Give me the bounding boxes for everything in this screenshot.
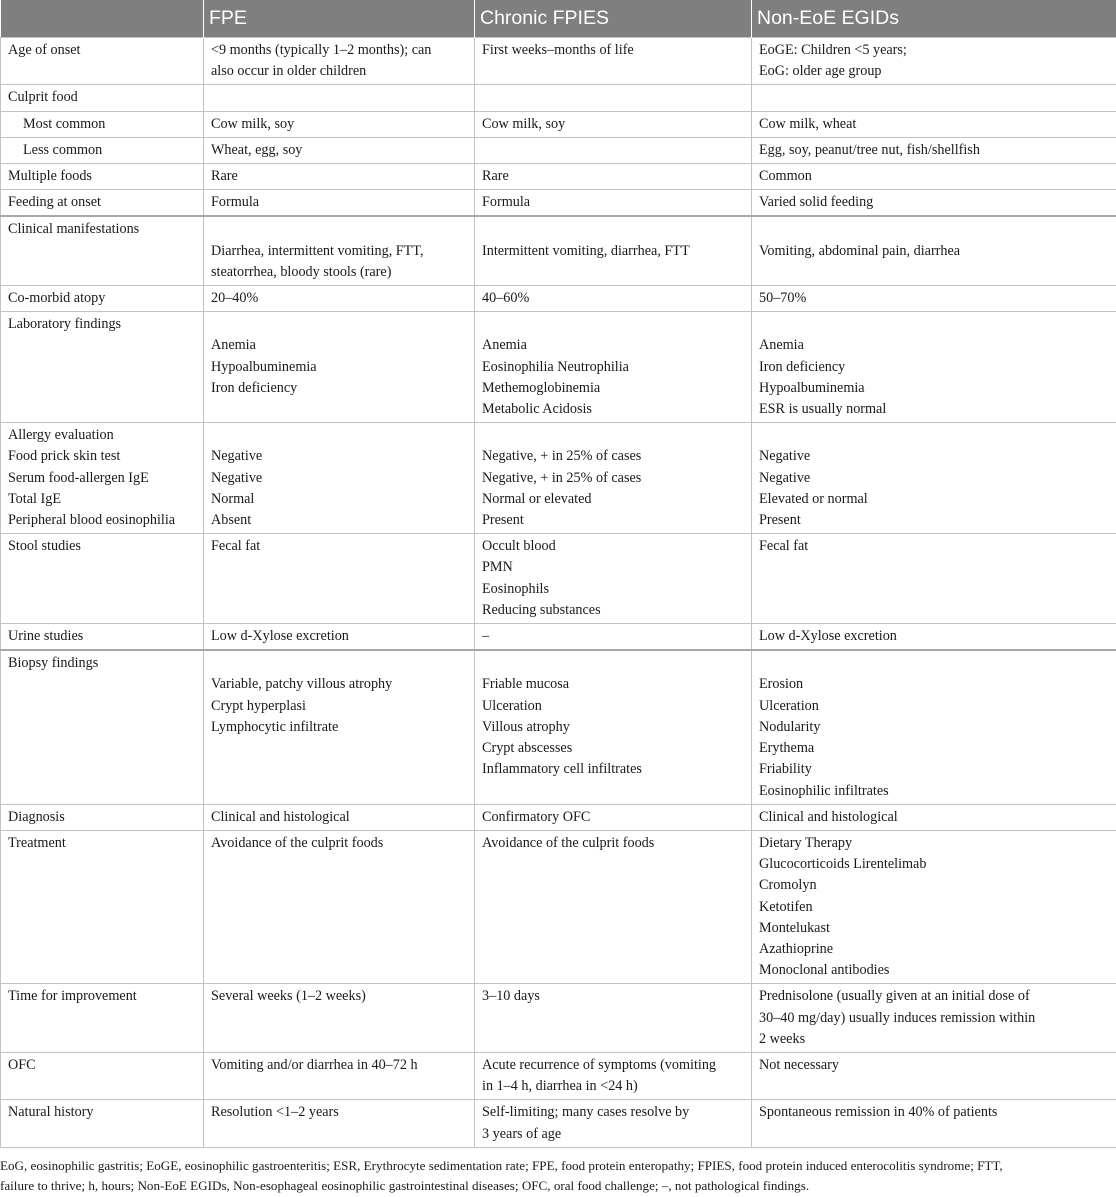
cell-text-line: Multiple foods <box>8 166 197 187</box>
chronic-fpies-cell <box>475 85 752 111</box>
fpe-cell <box>204 216 475 285</box>
chronic-fpies-cell <box>475 804 752 830</box>
cell-text-line: Stool studies <box>8 536 197 557</box>
table-row <box>1 286 1116 312</box>
cell-text-line: Friable mucosa <box>482 674 745 695</box>
table-row <box>1 38 1116 85</box>
cell-text-line: Food prick skin test <box>8 446 197 467</box>
table-row <box>1 423 1116 534</box>
row-label-cell <box>1 1100 204 1147</box>
cell-text-line: Nodularity <box>759 717 1110 738</box>
table-row <box>1 984 1116 1053</box>
non-eoe-egids-cell <box>752 804 1116 830</box>
table-row <box>1 137 1116 163</box>
cell-text-line: ESR is usually normal <box>759 399 1110 420</box>
cell-text-line <box>482 140 745 161</box>
cell-text-line: Common <box>759 166 1110 187</box>
cell-text-line: Culprit food <box>8 87 197 108</box>
cell-text-line: Monoclonal antibodies <box>759 960 1110 981</box>
chronic-fpies-cell <box>475 111 752 137</box>
cell-text-line: Serum food-allergen IgE <box>8 468 197 489</box>
cell-text-line: Negative <box>211 468 468 489</box>
non-eoe-egids-cell <box>752 423 1116 534</box>
fpe-cell <box>204 312 475 423</box>
cell-text-line: 30–40 mg/day) usually induces remission within <box>759 1008 1110 1029</box>
cell-text-line: <9 months (typically 1–2 months); can <box>211 40 468 61</box>
cell-text-line: Not necessary <box>759 1055 1110 1076</box>
cell-text-line <box>211 87 468 108</box>
cell-text-line: Rare <box>482 166 745 187</box>
chronic-fpies-cell <box>475 830 752 983</box>
chronic-fpies-cell <box>475 984 752 1053</box>
cell-text-line: Negative <box>759 468 1110 489</box>
row-label-cell <box>1 624 204 651</box>
cell-text-line: Co-morbid atopy <box>8 288 197 309</box>
fpe-cell <box>204 804 475 830</box>
table-footnote <box>0 1148 1116 1197</box>
fpe-cell <box>204 286 475 312</box>
cell-text-line: Ulceration <box>482 696 745 717</box>
row-label-cell <box>1 984 204 1053</box>
cell-text-line <box>759 425 1110 446</box>
table-row <box>1 164 1116 190</box>
cell-text-line: Iron deficiency <box>211 378 468 399</box>
cell-text-line <box>482 425 745 446</box>
cell-text-line: Peripheral blood eosinophilia <box>8 510 197 531</box>
non-eoe-egids-cell <box>752 286 1116 312</box>
row-label-cell <box>1 164 204 190</box>
cell-text-line: Reducing substances <box>482 600 745 621</box>
cell-text-line: Cow milk, wheat <box>759 114 1110 135</box>
table-header <box>1 0 1116 38</box>
chronic-fpies-cell <box>475 216 752 285</box>
cell-text-line: Acute recurrence of symptoms (vomiting <box>482 1055 745 1076</box>
cell-text-line: Avoidance of the culprit foods <box>211 833 468 854</box>
cell-text-line <box>211 219 468 240</box>
cell-text-line: EoG: older age group <box>759 61 1110 82</box>
header-cell-fpe: FPE <box>204 0 475 38</box>
non-eoe-egids-cell <box>752 216 1116 285</box>
table-body <box>1 38 1116 1148</box>
cell-text-line: Time for improvement <box>8 986 197 1007</box>
fpe-cell <box>204 1052 475 1099</box>
cell-text-line: Varied solid feeding <box>759 192 1110 213</box>
non-eoe-egids-cell <box>752 830 1116 983</box>
table-row <box>1 830 1116 983</box>
fpe-cell <box>204 164 475 190</box>
cell-text-line: Ketotifen <box>759 897 1110 918</box>
chronic-fpies-cell <box>475 534 752 624</box>
cell-text-line: Diarrhea, intermittent vomiting, FTT, <box>211 241 468 262</box>
cell-text-line: PMN <box>482 557 745 578</box>
cell-text-line: Total IgE <box>8 489 197 510</box>
cell-text-line: Erosion <box>759 674 1110 695</box>
row-label-cell <box>1 190 204 217</box>
table-row <box>1 650 1116 804</box>
chronic-fpies-cell <box>475 1052 752 1099</box>
cell-text-line: Present <box>759 510 1110 531</box>
chronic-fpies-cell <box>475 650 752 804</box>
non-eoe-egids-cell <box>752 984 1116 1053</box>
cell-text-line <box>759 653 1110 674</box>
cell-text-line: Resolution <1–2 years <box>211 1102 468 1123</box>
cell-text-line: Feeding at onset <box>8 192 197 213</box>
chronic-fpies-cell <box>475 137 752 163</box>
cell-text-line: 50–70% <box>759 288 1110 309</box>
cell-text-line: Fecal fat <box>759 536 1110 557</box>
cell-text-line: Normal <box>211 489 468 510</box>
chronic-fpies-cell <box>475 190 752 217</box>
cell-text-line <box>482 87 745 108</box>
non-eoe-egids-cell <box>752 650 1116 804</box>
fpe-cell <box>204 137 475 163</box>
cell-text-line <box>482 219 745 240</box>
row-label-cell <box>1 650 204 804</box>
fpe-cell <box>204 111 475 137</box>
non-eoe-egids-cell <box>752 85 1116 111</box>
cell-text-line: Negative, + in 25% of cases <box>482 446 745 467</box>
cell-text-line: Clinical manifestations <box>8 219 197 240</box>
fpe-cell <box>204 830 475 983</box>
table-row <box>1 85 1116 111</box>
cell-text-line <box>482 314 745 335</box>
table-row <box>1 1100 1116 1147</box>
cell-text-line: 40–60% <box>482 288 745 309</box>
cell-text-line: Avoidance of the culprit foods <box>482 833 745 854</box>
cell-text-line: in 1–4 h, diarrhea in <24 h) <box>482 1076 745 1097</box>
cell-text-line: Cow milk, soy <box>482 114 745 135</box>
row-label-cell <box>1 137 204 163</box>
non-eoe-egids-cell <box>752 1052 1116 1099</box>
cell-text-line: Hypoalbuminemia <box>211 357 468 378</box>
row-label-cell <box>1 38 204 85</box>
non-eoe-egids-cell <box>752 111 1116 137</box>
cell-text-line: Clinical and histological <box>759 807 1110 828</box>
cell-text-line: Treatment <box>8 833 197 854</box>
cell-text-line: Dietary Therapy <box>759 833 1110 854</box>
chronic-fpies-cell <box>475 423 752 534</box>
cell-text-line: Anemia <box>482 335 745 356</box>
cell-text-line: 3–10 days <box>482 986 745 1007</box>
table-row <box>1 190 1116 217</box>
cell-text-line: Anemia <box>759 335 1110 356</box>
fpe-cell <box>204 624 475 651</box>
cell-text-line: OFC <box>8 1055 197 1076</box>
cell-text-line: Occult blood <box>482 536 745 557</box>
cell-text-line: Vomiting, abdominal pain, diarrhea <box>759 241 1110 262</box>
fpe-cell <box>204 423 475 534</box>
table-row <box>1 534 1116 624</box>
non-eoe-egids-cell <box>752 164 1116 190</box>
row-label-cell <box>1 830 204 983</box>
cell-text-line: 2 weeks <box>759 1029 1110 1050</box>
row-label-cell <box>1 1052 204 1099</box>
cell-text-line: Elevated or normal <box>759 489 1110 510</box>
cell-text-line <box>8 241 197 262</box>
cell-text-line: Biopsy findings <box>8 653 197 674</box>
table-row <box>1 804 1116 830</box>
cell-text-line: First weeks–months of life <box>482 40 745 61</box>
cell-text-line: Low d-Xylose excretion <box>211 626 468 647</box>
cell-text-line: Negative <box>211 446 468 467</box>
row-label-cell <box>1 534 204 624</box>
row-label-cell <box>1 804 204 830</box>
fpe-cell <box>204 984 475 1053</box>
cell-text-line: Laboratory findings <box>8 314 197 335</box>
cell-text-line <box>482 653 745 674</box>
non-eoe-egids-cell <box>752 312 1116 423</box>
cell-text-line: – <box>482 626 745 647</box>
chronic-fpies-cell <box>475 624 752 651</box>
cell-text-line: steatorrhea, bloody stools (rare) <box>211 262 468 283</box>
cell-text-line: Metabolic Acidosis <box>482 399 745 420</box>
cell-text-line: Friability <box>759 759 1110 780</box>
table-row <box>1 1052 1116 1099</box>
cell-text-line: Eosinophils <box>482 579 745 600</box>
cell-text-line: Diagnosis <box>8 807 197 828</box>
chronic-fpies-cell <box>475 164 752 190</box>
cell-text-line: Methemoglobinemia <box>482 378 745 399</box>
cell-text-line: Prednisolone (usually given at an initial dose of <box>759 986 1110 1007</box>
row-label-cell <box>1 216 204 285</box>
fpe-cell <box>204 38 475 85</box>
non-eoe-egids-cell <box>752 190 1116 217</box>
cell-text-line: Egg, soy, peanut/tree nut, fish/shellfish <box>759 140 1110 161</box>
cell-text-line: Montelukast <box>759 918 1110 939</box>
cell-text-line: Glucocorticoids Lirentelimab <box>759 854 1110 875</box>
cell-text-line: Most common <box>23 114 197 135</box>
cell-text-line: Villous atrophy <box>482 717 745 738</box>
cell-text-line: Intermittent vomiting, diarrhea, FTT <box>482 241 745 262</box>
cell-text-line: Negative <box>759 446 1110 467</box>
header-cell-blank <box>1 0 204 38</box>
non-eoe-egids-cell <box>752 624 1116 651</box>
cell-text-line: Variable, patchy villous atrophy <box>211 674 468 695</box>
cell-text-line: Formula <box>211 192 468 213</box>
header-row <box>1 0 1116 38</box>
cell-text-line <box>211 425 468 446</box>
cell-text-line: Self-limiting; many cases resolve by <box>482 1102 745 1123</box>
cell-text-line: Age of onset <box>8 40 197 61</box>
fpe-cell <box>204 190 475 217</box>
non-eoe-egids-cell <box>752 38 1116 85</box>
fpe-cell <box>204 534 475 624</box>
cell-text-line <box>211 653 468 674</box>
table-row <box>1 111 1116 137</box>
table-row <box>1 216 1116 285</box>
cell-text-line: Hypoalbuminemia <box>759 378 1110 399</box>
footnote-line: failure to thrive; h, hours; Non-EoE EGIDs, Non-esophageal eosinophilic gastrointestinal diseases; OFC, oral food challenge; –, not pathological findings. <box>0 1176 1116 1197</box>
cell-text-line: Spontaneous remission in 40% of patients <box>759 1102 1110 1123</box>
cell-text-line <box>211 314 468 335</box>
cell-text-line: Ulceration <box>759 696 1110 717</box>
cell-text-line: Clinical and histological <box>211 807 468 828</box>
row-label-cell <box>1 286 204 312</box>
cell-text-line: Rare <box>211 166 468 187</box>
non-eoe-egids-cell <box>752 1100 1116 1147</box>
non-eoe-egids-cell <box>752 534 1116 624</box>
row-label-cell <box>1 312 204 423</box>
cell-text-line: Several weeks (1–2 weeks) <box>211 986 468 1007</box>
cell-text-line: Azathioprine <box>759 939 1110 960</box>
cell-text-line: Crypt hyperplasi <box>211 696 468 717</box>
cell-text-line: also occur in older children <box>211 61 468 82</box>
cell-text-line: Eosinophilic infiltrates <box>759 781 1110 802</box>
cell-text-line: Present <box>482 510 745 531</box>
cell-text-line: Low d-Xylose excretion <box>759 626 1110 647</box>
cell-text-line: Vomiting and/or diarrhea in 40–72 h <box>211 1055 468 1076</box>
table-row <box>1 312 1116 423</box>
fpe-cell <box>204 650 475 804</box>
cell-text-line: Cow milk, soy <box>211 114 468 135</box>
cell-text-line: Eosinophilia Neutrophilia <box>482 357 745 378</box>
cell-text-line: Iron deficiency <box>759 357 1110 378</box>
cell-text-line <box>759 219 1110 240</box>
cell-text-line: Cromolyn <box>759 875 1110 896</box>
cell-text-line: Normal or elevated <box>482 489 745 510</box>
cell-text-line: Erythema <box>759 738 1110 759</box>
non-eoe-egids-cell <box>752 137 1116 163</box>
cell-text-line: 20–40% <box>211 288 468 309</box>
cell-text-line: Negative, + in 25% of cases <box>482 468 745 489</box>
cell-text-line: Less common <box>23 140 197 161</box>
table-row <box>1 624 1116 651</box>
cell-text-line: Inflammatory cell infiltrates <box>482 759 745 780</box>
chronic-fpies-cell <box>475 312 752 423</box>
cell-text-line: 3 years of age <box>482 1124 745 1145</box>
cell-text-line: EoGE: Children <5 years; <box>759 40 1110 61</box>
chronic-fpies-cell <box>475 38 752 85</box>
cell-text-line: Urine studies <box>8 626 197 647</box>
chronic-fpies-cell <box>475 286 752 312</box>
row-label-cell <box>1 111 204 137</box>
cell-text-line: Crypt abscesses <box>482 738 745 759</box>
footnote-line: EoG, eosinophilic gastritis; EoGE, eosinophilic gastroenteritis; ESR, Erythrocyte sedimentation rate; FPE, food protein enteropathy; FPIES, food protein induced enterocolitis syndrome; FTT, <box>0 1156 1116 1177</box>
fpe-cell <box>204 85 475 111</box>
cell-text-line <box>759 314 1110 335</box>
cell-text-line: Anemia <box>211 335 468 356</box>
row-label-cell <box>1 423 204 534</box>
header-cell-non-eoe-egids: Non-EoE EGIDs <box>752 0 1116 38</box>
cell-text-line: Allergy evaluation <box>8 425 197 446</box>
cell-text-line: Natural history <box>8 1102 197 1123</box>
cell-text-line: Wheat, egg, soy <box>211 140 468 161</box>
cell-text-line: Lymphocytic infiltrate <box>211 717 468 738</box>
cell-text-line: Formula <box>482 192 745 213</box>
chronic-fpies-cell <box>475 1100 752 1147</box>
cell-text-line <box>759 87 1110 108</box>
row-label-cell <box>1 85 204 111</box>
cell-text-line: Absent <box>211 510 468 531</box>
cell-text-line: Confirmatory OFC <box>482 807 745 828</box>
fpe-cell <box>204 1100 475 1147</box>
header-cell-chronic-fpies: Chronic FPIES <box>475 0 752 38</box>
cell-text-line: Fecal fat <box>211 536 468 557</box>
